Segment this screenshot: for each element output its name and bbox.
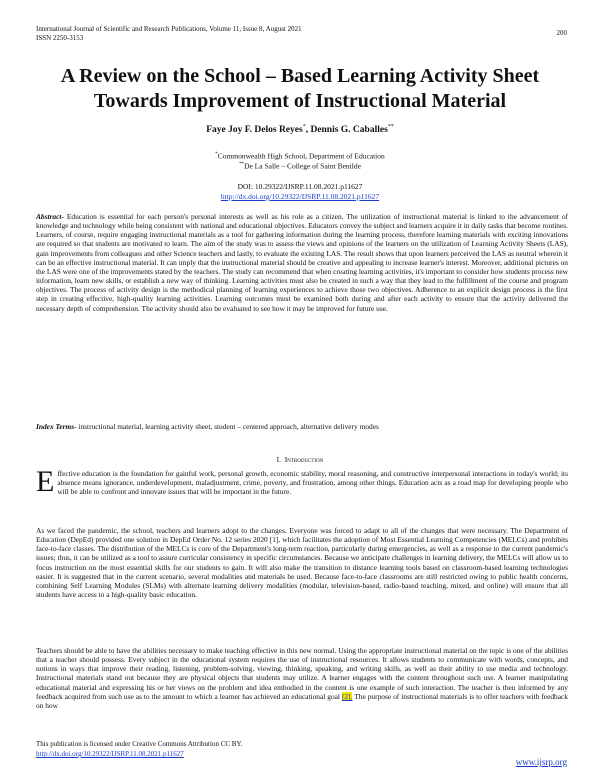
footer-license: This publication is licensed under Creative Commons Attribution CC BY. — [36, 740, 243, 748]
title-line-1: A Review on the School – Based Learning Activity Sheet — [60, 65, 540, 87]
intro-paragraph-3 — [36, 646, 568, 710]
journal-header: International Journal of Scientific and Research Publications, Volume 11, Issue 8, August 2021 — [36, 25, 302, 33]
affiliation-2-text: De La Salle – College of Saint Benilde — [244, 161, 361, 171]
index-terms-text: - instructional material, learning activity sheet, student – centered approach, alternative delivery modes — [74, 422, 379, 431]
author-2-mark: ** — [387, 124, 394, 130]
doi-link-container — [30, 192, 570, 201]
doi-link[interactable]: http://dx.doi.org/10.29322/IJSRP.11.08.2021.p11627 — [220, 192, 380, 201]
paper-title — [30, 64, 570, 114]
affiliation-2-mark: ** — [239, 162, 245, 167]
section-number: I. — [276, 455, 281, 464]
page-number: 200 — [556, 29, 567, 37]
affiliation-2 — [30, 160, 570, 171]
intro-paragraph-1 — [36, 465, 568, 498]
footer-site-link[interactable]: www.ijsrp.org — [515, 757, 567, 767]
intro-paragraph-1-text: ffective education is the foundation for gainful work, personal growth, economic stability, moral reasoning, and constructive interpersonal interactions in today's world; its absence means ignorance, underdevelopment, maladjustment, crime, poverty, and frustration, among other things. Education acts as a road map for developing people who will be able to confront and innovate issues that will be important in the future. — [57, 469, 568, 497]
abstract — [36, 212, 568, 313]
footer-site-container — [516, 757, 567, 767]
intro-paragraph-2: As we faced the pandemic, the school, teachers and learners adopt to the changes. Everyone was forced to adapt to all of the changes that were necessary. The Department of Education (DepEd) provided one solution in DepEd Order No. 12 series 2020 [1], which facilitates the adoption of Most Essential Learning Competencies (MELCs) and prohibits face-to-face classes. The distribution of the MELCs is core of the Department's long-term reaction, particularly during emergencies, as well as a response to the current pandemic's issues; thus, it can be utilized as a tool to assure curricular consistency in specific circumstances. Because we anticipate challenges in learning delivery, the MELCs will allow us to focus instruction on the most essential skills for our students to gain. It will also make the transition to distance learning tools based on classroom-based learning technologies easier. It is suggested that in the current scenario, several modalities and materials be used. Because face-to-face classrooms are still restricted owing to public health concerns, combining Self Learning Modules (SLMs) with alternate learning delivery modalities (modular, television-based, radio-based teaching, mixed, and online) will ensure that all students have access to a high-quality basic education. — [36, 526, 568, 600]
citation-link[interactable]: [2]. — [341, 691, 353, 701]
author-2: Dennis G. Caballes — [310, 125, 388, 136]
issn: ISSN 2250-3153 — [36, 34, 84, 42]
author-1: Faye Joy F. Delos Reyes — [206, 125, 303, 136]
footer-doi-link[interactable]: http://dx.doi.org/10.29322/IJSRP.11.08.2021.p11627 — [36, 750, 184, 758]
section-heading-introduction — [30, 455, 570, 464]
doi-label: DOI: 10.29322/IJSRP.11.08.2021.p11627 — [237, 182, 363, 191]
intro-paragraph-3-text: Teachers should be able to have the abilities necessary to make teaching effective in this new normal. Using the appropriate instructional material on the topic is one of the abilities that a teacher should possess. Every subject in the educational system requires the use of instructional resources. It allows students to communicate with words, concepts, and notions in ways that improve their reading, listening, problem-solving, viewing, thinking, speaking, and writing skills, as well as their ability to use media and technology. Instructional materials stand out because they are physical objects that students may utilize. A learner engages with the content throughout such use. A learner manipulating educational material and expressing his or her views on the problem and idea embodied in the content is one example of such interaction. The teacher is then informed by any feedback acquired from such use as to the amount to which a learner has achieved an educational goal — [36, 646, 568, 701]
abstract-dash: - — [61, 212, 67, 221]
intro-paragraph-3-tail: The purpose of instructional materials is to offer teachers with feedback on how — [36, 691, 568, 710]
title-line-2: Towards Improvement of Instructional Material — [93, 90, 507, 112]
author-1-mark: * — [302, 124, 306, 130]
abstract-label: Abstract — [36, 212, 62, 221]
drop-cap: E — [36, 465, 55, 498]
index-terms-label: Index Terms — [36, 422, 75, 431]
author-list — [30, 124, 570, 135]
author-separator: , — [305, 125, 311, 136]
footer-doi — [36, 750, 184, 759]
index-terms — [36, 422, 568, 431]
affiliation-1 — [30, 150, 570, 161]
abstract-text: Education is essential for each person's personal interests as well as his role as a citizen. The utilization of instructional material is linked to the advancement of knowledge and technology while being consistent with national and educational objectives. Educators convey the subject and learners acquire it in daily tasks that become routines. Learners, of course, require engaging instructional materials as a tool for gathering information during the learning process, therefore learning materials with exciting innovations are required so that students are motivated to learn. The aim of the study was to assess the views and opinions of the learners on the utilization of Learning Activity Sheets (LAS), gain improvements from colleagues and other Science teachers and lastly, to evaluate the existing LAS. The result shows that upon learners perceived the LAS as neutral wherein it can be an effective instructional material. It can imply that the instructional material should be creative and appealing to increase learner's interest. Moreover, additional pictures on the LAS were one of the improvements stated by the teachers. The study can recommend that when creating learning activities, it's important to consider how students process new information, learn new skills, or establish a new way of thinking. Learning activities must also be created in such a way that they lead to the fulfillment of the course and program objectives. The process of activity design is the methodical planning of learning experiences to achieve those two objectives. Adherence to an explicit design process is the first step in creating effective, high-quality learning activities. Learning outcomes must be examined both during and after each activity to ensure that the activity delivered the necessary depth of comprehension. The activity should also be evaluated to see how it may be improved for future use. — [36, 212, 568, 313]
section-title: Introduction — [284, 455, 324, 464]
affiliation-1-mark: * — [215, 152, 218, 157]
affiliation-1-text: Commonwealth High School, Department of Education — [217, 151, 385, 161]
